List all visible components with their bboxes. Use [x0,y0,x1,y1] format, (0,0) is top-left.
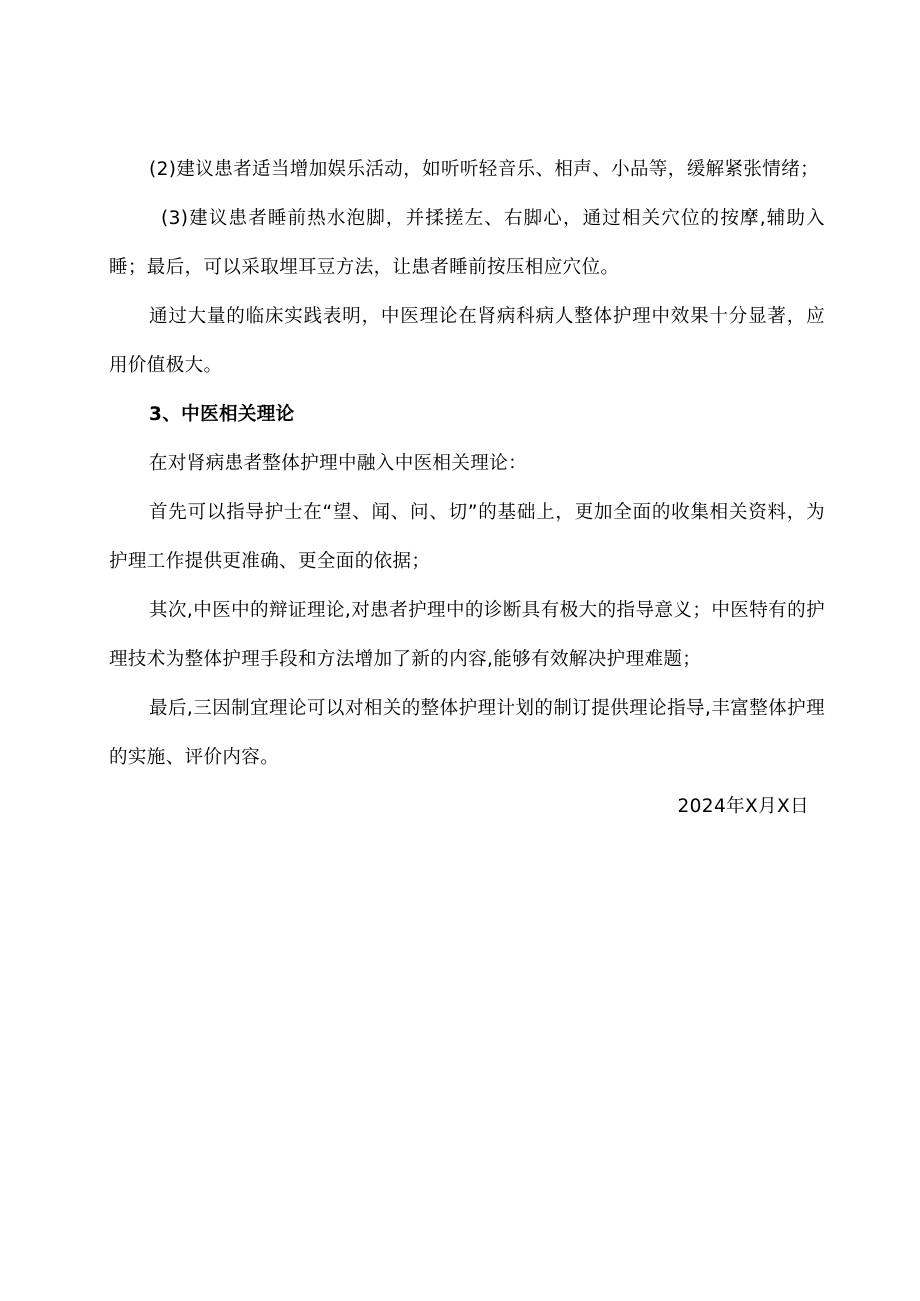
paragraph-last: 最后,三因制宜理论可以对相关的整体护理计划的制订提供理论指导,丰富整体护理的实施、评价内容。 [109,698,825,768]
paragraph-first: 首先可以指导护士在“望、闻、问、切”的基础上，更加全面的收集相关资料，为护理工作提供更准确、更全面的依据； [109,502,825,572]
section-heading: 3、中医相关理论 [149,404,295,425]
paragraph-intro: 在对肾病患者整体护理中融入中医相关理论： [149,453,528,474]
paragraph-second: 其次,中医中的辩证理论,对患者护理中的诊断具有极大的指导意义；中医特有的护理技术为整体护理手段和方法增加了新的内容,能够有效解决护理难题； [109,600,825,670]
document-date: 2024年X月X日 [677,796,809,817]
paragraph-clinical-conclusion: 通过大量的临床实践表明，中医理论在肾病科病人整体护理中效果十分显著，应用价值极大。 [109,306,825,376]
paragraph-suggestion-2: (2)建议患者适当增加娱乐活动，如听听轻音乐、相声、小品等，缓解紧张情绪； [149,159,820,180]
document-body [109,145,825,831]
paragraph-suggestion-3: (3)建议患者睡前热水泡脚，并揉搓左、右脚心，通过相关穴位的按摩,辅助入睡；最后，可以采取埋耳豆方法，让患者睡前按压相应穴位。 [109,208,825,278]
